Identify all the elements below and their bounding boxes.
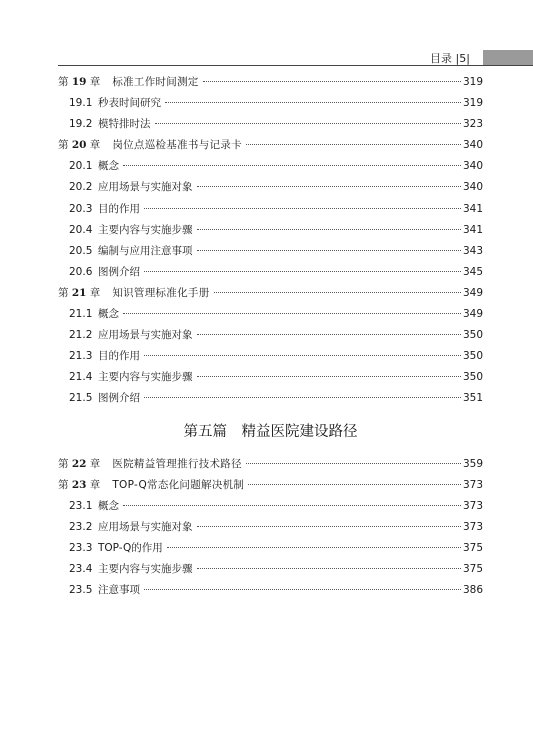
chapter-number: 第 19 章 — [58, 76, 101, 88]
entry-title: 主要内容与实施步骤 — [98, 562, 193, 575]
dot-leader — [155, 123, 461, 124]
toc-section-entry[interactable] — [58, 496, 483, 517]
section-number: 20.3 — [69, 202, 93, 215]
section-number: 23.5 — [69, 584, 93, 597]
entry-title: 概念 — [98, 160, 119, 173]
page-number: 340 — [462, 181, 483, 194]
entry-title: 图例介绍 — [98, 265, 140, 278]
page-number: 349 — [462, 308, 483, 321]
toc-section-entry[interactable] — [58, 304, 483, 325]
page-number: 350 — [462, 371, 483, 384]
toc-section-entry[interactable] — [58, 220, 483, 241]
dot-leader — [246, 144, 461, 145]
toc-section-entry[interactable] — [58, 93, 483, 114]
dot-leader — [144, 589, 461, 590]
entry-title: 应用场景与实施对象 — [98, 520, 193, 533]
page-number: 340 — [462, 160, 483, 173]
section-number: 23.4 — [69, 562, 93, 575]
toc-section-entry[interactable] — [58, 156, 483, 177]
header-tab-bar — [483, 50, 533, 65]
page-number: 359 — [462, 457, 483, 470]
table-of-contents — [58, 72, 483, 601]
entry-title: 知识管理标准化手册 — [112, 286, 210, 299]
dot-leader — [165, 102, 461, 103]
toc-section-entry[interactable] — [58, 114, 483, 135]
toc-chapter-entry[interactable] — [58, 475, 483, 496]
page-number: 341 — [462, 202, 483, 215]
toc-chapter-entry[interactable] — [58, 283, 483, 304]
toc-section-entry[interactable] — [58, 367, 483, 388]
toc-section-entry[interactable] — [58, 346, 483, 367]
entry-title: 应用场景与实施对象 — [98, 181, 193, 194]
dot-leader — [197, 526, 461, 527]
dot-leader — [214, 292, 461, 293]
section-number: 23.1 — [69, 499, 93, 512]
dot-leader — [144, 397, 461, 398]
dot-leader — [144, 208, 461, 209]
entry-title: 主要内容与实施步骤 — [98, 223, 193, 236]
entry-title: TOP-Q常态化问题解决机制 — [112, 478, 245, 491]
section-number: 21.1 — [69, 308, 93, 321]
page-number: 340 — [462, 139, 483, 152]
toc-section-entry[interactable] — [58, 199, 483, 220]
entry-title: 岗位点巡检基准书与记录卡 — [112, 139, 242, 152]
section-number: 20.2 — [69, 181, 93, 194]
entry-title: 医院精益管理推行技术路径 — [112, 457, 242, 470]
header-rule — [58, 65, 533, 66]
section-number: 20.4 — [69, 223, 93, 236]
dot-leader — [197, 568, 461, 569]
entry-title: 应用场景与实施对象 — [98, 329, 193, 342]
section-number: 21.2 — [69, 329, 93, 342]
page-number: 345 — [462, 265, 483, 278]
toc-section-entry[interactable] — [58, 177, 483, 198]
entry-title: TOP-Q的作用 — [98, 541, 163, 554]
section-number: 21.3 — [69, 350, 93, 363]
entry-title: 概念 — [98, 308, 119, 321]
entry-title: 图例介绍 — [98, 392, 140, 405]
section-number: 19.2 — [69, 118, 93, 131]
section-number: 21.4 — [69, 371, 93, 384]
dot-leader — [167, 547, 461, 548]
page-number: 373 — [462, 520, 483, 533]
dot-leader — [248, 484, 461, 485]
dot-leader — [203, 81, 461, 82]
page-number: 373 — [462, 499, 483, 512]
entry-title: 概念 — [98, 499, 119, 512]
dot-leader — [123, 505, 461, 506]
part-heading: 第五篇 精益医院建设路径 — [183, 423, 358, 440]
dot-leader — [144, 271, 461, 272]
entry-title: 秒表时间研究 — [98, 97, 161, 110]
dot-leader — [246, 463, 461, 464]
page-number: 386 — [462, 584, 483, 597]
toc-section-entry[interactable] — [58, 325, 483, 346]
entry-title: 主要内容与实施步骤 — [98, 371, 193, 384]
running-header: 目录 |5| — [430, 52, 470, 65]
page-number: 350 — [462, 329, 483, 342]
page-number: 373 — [462, 478, 483, 491]
section-number: 23.3 — [69, 541, 93, 554]
entry-title: 目的作用 — [98, 350, 140, 363]
toc-section-entry[interactable] — [58, 580, 483, 601]
section-number: 20.5 — [69, 244, 93, 257]
chapter-number: 第 23 章 — [58, 478, 101, 491]
entry-title: 注意事项 — [98, 584, 140, 597]
entry-title: 编制与应用注意事项 — [98, 244, 193, 257]
page-number: 351 — [462, 392, 483, 405]
section-number: 19.1 — [69, 97, 93, 110]
page-number: 319 — [462, 97, 483, 110]
section-number: 20.1 — [69, 160, 93, 173]
page-number: 350 — [462, 350, 483, 363]
entry-title: 目的作用 — [98, 202, 140, 215]
toc-chapter-entry[interactable] — [58, 72, 483, 93]
entry-title: 模特排时法 — [98, 118, 151, 131]
dot-leader — [123, 313, 461, 314]
page-number: 323 — [462, 118, 483, 131]
chapter-number: 第 21 章 — [58, 286, 101, 299]
dot-leader — [197, 186, 461, 187]
toc-chapter-entry[interactable] — [58, 135, 483, 156]
toc-section-entry[interactable] — [58, 262, 483, 283]
page-number: 375 — [462, 541, 483, 554]
page-number: 349 — [462, 286, 483, 299]
page-number: 343 — [462, 244, 483, 257]
toc-section-entry[interactable] — [58, 559, 483, 580]
dot-leader — [197, 376, 461, 377]
chapter-number: 第 20 章 — [58, 139, 101, 152]
dot-leader — [123, 165, 461, 166]
toc-section-entry[interactable] — [58, 517, 483, 538]
dot-leader — [144, 355, 461, 356]
toc-section-entry[interactable] — [58, 241, 483, 262]
dot-leader — [197, 250, 461, 251]
toc-section-entry[interactable] — [58, 538, 483, 559]
page-number: 375 — [462, 562, 483, 575]
dot-leader — [197, 334, 461, 335]
chapter-number: 第 22 章 — [58, 457, 101, 470]
section-number: 23.2 — [69, 520, 93, 533]
entry-title: 标准工作时间测定 — [112, 76, 199, 88]
section-number: 20.6 — [69, 265, 93, 278]
toc-section-entry[interactable] — [58, 388, 483, 409]
toc-chapter-entry[interactable] — [58, 454, 483, 475]
dot-leader — [197, 229, 461, 230]
page-number: 319 — [462, 76, 483, 88]
section-number: 21.5 — [69, 392, 93, 405]
page-number: 341 — [462, 223, 483, 236]
